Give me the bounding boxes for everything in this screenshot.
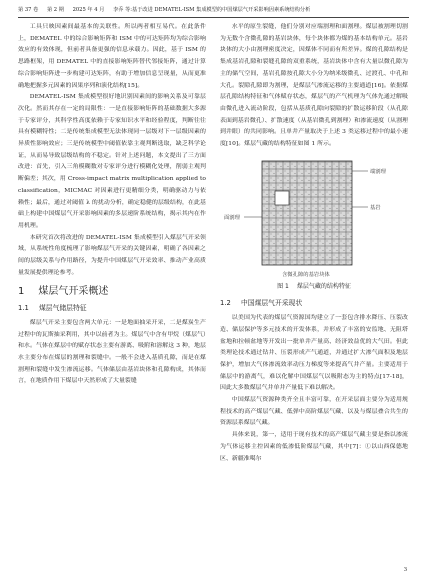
intro-paragraph-2: DEMATEL-ISM 集成模型很好地识别因素间的影响关系及可靠层次化。然而其存在一定的局限性：一是直接影响矩阵的基础数据大多源于专家评分，其科学性高度依赖于专家知识水平和经验程度，判断往往具有模糊特性；二是传统集成模型无法体现同一层级对下一层级因素的异质性影响效应；三是传统模型中阈值依靠主观判断选取，缺乏科学论证，从而易导致层级结构的不稳定。针对上述问题，本文提出了三方面改进：首先，引入三角模糊数对专家评分进行模糊化处理，削弱主观判断偏差；其次，用 Cross-impact matrix multiplication applied to classification，MICMAC 对因素进行更精细分类，明确驱动力与依赖性；最后，通过对阈值 λ 的扰动分析，确定稳健的层级结构，在此基础上构建中国煤层气开采影响因素的多层递阶系统结构，揭示其内在作用机理。 xyxy=(18,94,206,229)
section-1-1-number: 1.1 xyxy=(18,304,29,313)
figure-1-number: 图 1 xyxy=(277,282,289,290)
header-volume: 第 37 卷 xyxy=(18,7,39,13)
figure-1-title: 煤层气藏的结构特征 xyxy=(296,282,351,290)
reservoir-paragraph: 水平的原生裂缝，他们分别对应端割理和面割理。煤层被割理切割为无数个含微孔隙的基岩块体，每个块体都为煤的基本结构单元。基岩块体的大小由割理密度决定，因煤体不同而有所差异。煤的孔隙结构是集成基岩孔隙和裂缝孔隙的双重系统，基岩块体中含有大量以微孔隙为主的储气空间，基岩孔隙按孔隙大小分为纳米级微孔、过渡孔、中孔和大孔。裂隙孔隙即为割理，是煤层气渗流运移的主要通道[16]。依据煤层孔隙结构特征和气体赋存状态，煤层气的产气机理为气体先通过解吸由微孔进入流动阶段，包括从基质孔隙向裂隙的扩散运移阶段（从孔隙表面到基岩微孔）、扩散速度（从基岩微孔到割理）和渗流速度（从割理到井眼）的共同影响。且单井产量取决于上述 3 类运移过程中的最小速度[10]。煤层气藏的结构特征如图 1 所示。 xyxy=(220,24,408,148)
section-1-number: 1 xyxy=(18,286,25,298)
left-column xyxy=(18,22,206,388)
figure-1 xyxy=(220,155,408,279)
label-matrix: 基岩 xyxy=(370,204,381,211)
header-title: 李乔 等:基于改进 DEMATEL-ISM 集成模型的中国煤层气开采影响因素系统结构分析 xyxy=(113,7,311,13)
label-matrix-block: 含微孔隙的基岩块体 xyxy=(282,271,330,278)
right-column xyxy=(220,22,408,465)
section-1-2-heading xyxy=(220,298,408,310)
section-1-1-heading xyxy=(18,303,206,315)
label-face-cleat: 面割理 xyxy=(224,214,240,221)
section-1-2-title: 中国煤层气开采现状 xyxy=(240,299,303,308)
intro-paragraph-3: 本研究首次将改进的 DEMATEL-ISM 集成模型引入煤层气开采领域，从系统性角度梳理了影响煤层气开采的关键因素，明确了各因素之间的层级关系与作用路径，为提升中国煤层气开采效率、推动产业高质量发展提供理论参考。 xyxy=(18,234,206,276)
block-grid xyxy=(262,161,352,265)
running-header xyxy=(18,5,409,18)
page-number: 3 xyxy=(403,566,407,573)
coal-structure-diagram xyxy=(220,155,408,279)
header-date: 2025 年 4 月 xyxy=(72,7,105,13)
section-1-heading xyxy=(18,286,206,298)
label-cleat: 端割理 xyxy=(370,168,386,175)
section-1-1-title: 煤层气储层特征 xyxy=(38,304,87,313)
section-1-title: 煤层气开采概述 xyxy=(38,286,109,298)
section-1-2-paragraph-2: 中国煤层气资源种类齐全且丰富可靠，在开采层面主要分为适用规程技术的高产煤层气藏、低弹中高阶煤层气藏、以及与煤层叠合共生的资源层系煤层气藏。 xyxy=(220,397,408,427)
section-1-2-paragraph-3: 具体来说，第一，适用于现有技术的高产煤层气藏主要是指以渗流为气体运移主控因素的低渗低阶煤层气藏，其中[7]：①以山西保德地区、新疆准噶尔 xyxy=(220,432,408,462)
section-1-1-paragraph: 煤层气开采主要包含两大单元：一是地面抽采开采，二是煤炭生产过程中的瓦斯抽采利用，其中以前者为主。煤层气中含有甲烷（煤层气）和水。气体在煤层中的赋存状态主要有游离、吸附和溶解这 3 种，地层水主要分布在煤层的割理和裂缝中。一般不会进入基质孔隙，而是在煤割理和裂缝中发生渗流运移。气体储层由基岩块体和孔隙构成，其体而言，在地质作用下煤层中天然形成了大量裂缝 xyxy=(18,319,206,385)
section-1-2-paragraph-1: 以美国为代表的煤层气资源国均建立了一套包含排水降压、压裂改造、储层保护等多元技术的开发体系，并形成了丰富的安监地、无阻塔盆地和拉顿盆地等开发出一批单井产量高、经济效益优的大气田。但此类理论技术通过钻井、压裂形成产气通道，并通过扩大渗气面积及地层保护，增加大气体渗流效率动压力梯度等来提高气井产量。主要适用于储层中的游离气，难以化解中国煤层气以吸附态为主的特点[17-18]，因此大多数煤层气井单井产量低下难以解决。 xyxy=(220,315,408,392)
figure-1-caption xyxy=(220,281,408,293)
section-1-2-number: 1.2 xyxy=(220,299,231,308)
header-issue: 第 2 期 xyxy=(46,7,64,13)
intro-paragraph-1: 工具只映因素间最基本的关联性。所以两者相互易代。在此条件上，DEMATEL 中的综合影响矩阵和 ISM 中的可达矩阵均为综合影响效应的有效体现，但前者具备更强的信息承载力。因此，基于 ISM 的思路框架，用 DEMATEL 中的直接影响矩阵替代邻接矩阵，通过计算综合影响矩阵进一步构建可达矩阵，有助于增加信息呈现量，从而更准确地把握多元因素的因果序列和演化结构[15]。 xyxy=(18,24,206,89)
